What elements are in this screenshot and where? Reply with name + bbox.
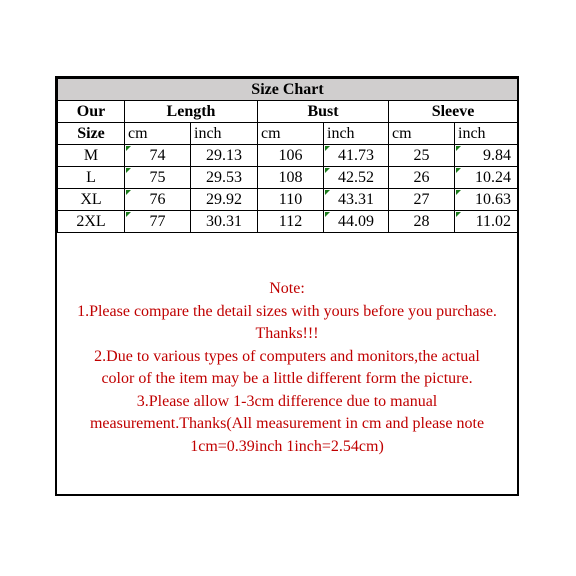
length-cm-cell: 75 <box>125 167 191 189</box>
header-bust: Bust <box>258 101 389 123</box>
length-inch-cell: 30.31 <box>191 211 258 233</box>
bust-inch-cell: 44.09 <box>324 211 389 233</box>
size-cell: L <box>58 167 125 189</box>
length-inch-cell: 29.53 <box>191 167 258 189</box>
unit-length-inch: inch <box>191 123 258 145</box>
note-line: 1.Please compare the detail sizes with yours before you purchase. <box>77 302 497 320</box>
bust-cm-cell: 106 <box>258 145 324 167</box>
header-row-units <box>58 123 518 145</box>
table-row <box>58 211 518 233</box>
sleeve-inch-cell: 10.63 <box>455 189 518 211</box>
length-cm-cell: 77 <box>125 211 191 233</box>
note-line: 2.Due to various types of computers and monitors,the actual <box>94 347 480 365</box>
size-chart-sheet <box>55 76 519 496</box>
unit-sleeve-inch: inch <box>455 123 518 145</box>
size-cell: 2XL <box>58 211 125 233</box>
note-line: 3.Please allow 1-3cm difference due to manual <box>136 392 438 410</box>
table-row <box>58 189 518 211</box>
unit-bust-inch: inch <box>324 123 389 145</box>
header-length: Length <box>125 101 258 123</box>
bust-inch-cell: 41.73 <box>324 145 389 167</box>
header-row-groups <box>58 101 518 123</box>
header-size: Size <box>58 123 125 145</box>
chart-title: Size Chart <box>58 79 518 101</box>
unit-length-cm: cm <box>125 123 191 145</box>
bust-inch-cell: 43.31 <box>324 189 389 211</box>
bust-cm-cell: 110 <box>258 189 324 211</box>
sleeve-inch-cell: 10.24 <box>455 167 518 189</box>
sleeve-cm-cell: 26 <box>389 167 455 189</box>
note-line: measurement.Thanks(All measurement in cm and please note <box>89 415 485 432</box>
title-row <box>58 79 518 101</box>
length-cm-cell: 76 <box>125 189 191 211</box>
notes-block <box>57 278 517 458</box>
header-our: Our <box>58 101 125 123</box>
note-line: Thanks!!! <box>255 325 319 342</box>
sleeve-cm-cell: 28 <box>389 211 455 233</box>
bust-cm-cell: 112 <box>258 211 324 233</box>
note-line: 1cm=0.39inch 1inch=2.54cm) <box>190 437 384 455</box>
sleeve-inch-cell: 9.84 <box>455 145 518 167</box>
length-inch-cell: 29.92 <box>191 189 258 211</box>
unit-sleeve-cm: cm <box>389 123 455 145</box>
sleeve-cm-cell: 27 <box>389 189 455 211</box>
note-heading: Note: <box>269 280 305 297</box>
sleeve-cm-cell: 25 <box>389 145 455 167</box>
size-cell: M <box>58 145 125 167</box>
unit-bust-cm: cm <box>258 123 324 145</box>
table-row <box>58 167 518 189</box>
length-cm-cell: 74 <box>125 145 191 167</box>
header-sleeve: Sleeve <box>389 101 518 123</box>
size-chart-table <box>57 78 518 233</box>
note-line: color of the item may be a little different form the picture. <box>101 370 473 387</box>
bust-inch-cell: 42.52 <box>324 167 389 189</box>
bust-cm-cell: 108 <box>258 167 324 189</box>
length-inch-cell: 29.13 <box>191 145 258 167</box>
size-cell: XL <box>58 189 125 211</box>
table-row <box>58 145 518 167</box>
sleeve-inch-cell: 11.02 <box>455 211 518 233</box>
